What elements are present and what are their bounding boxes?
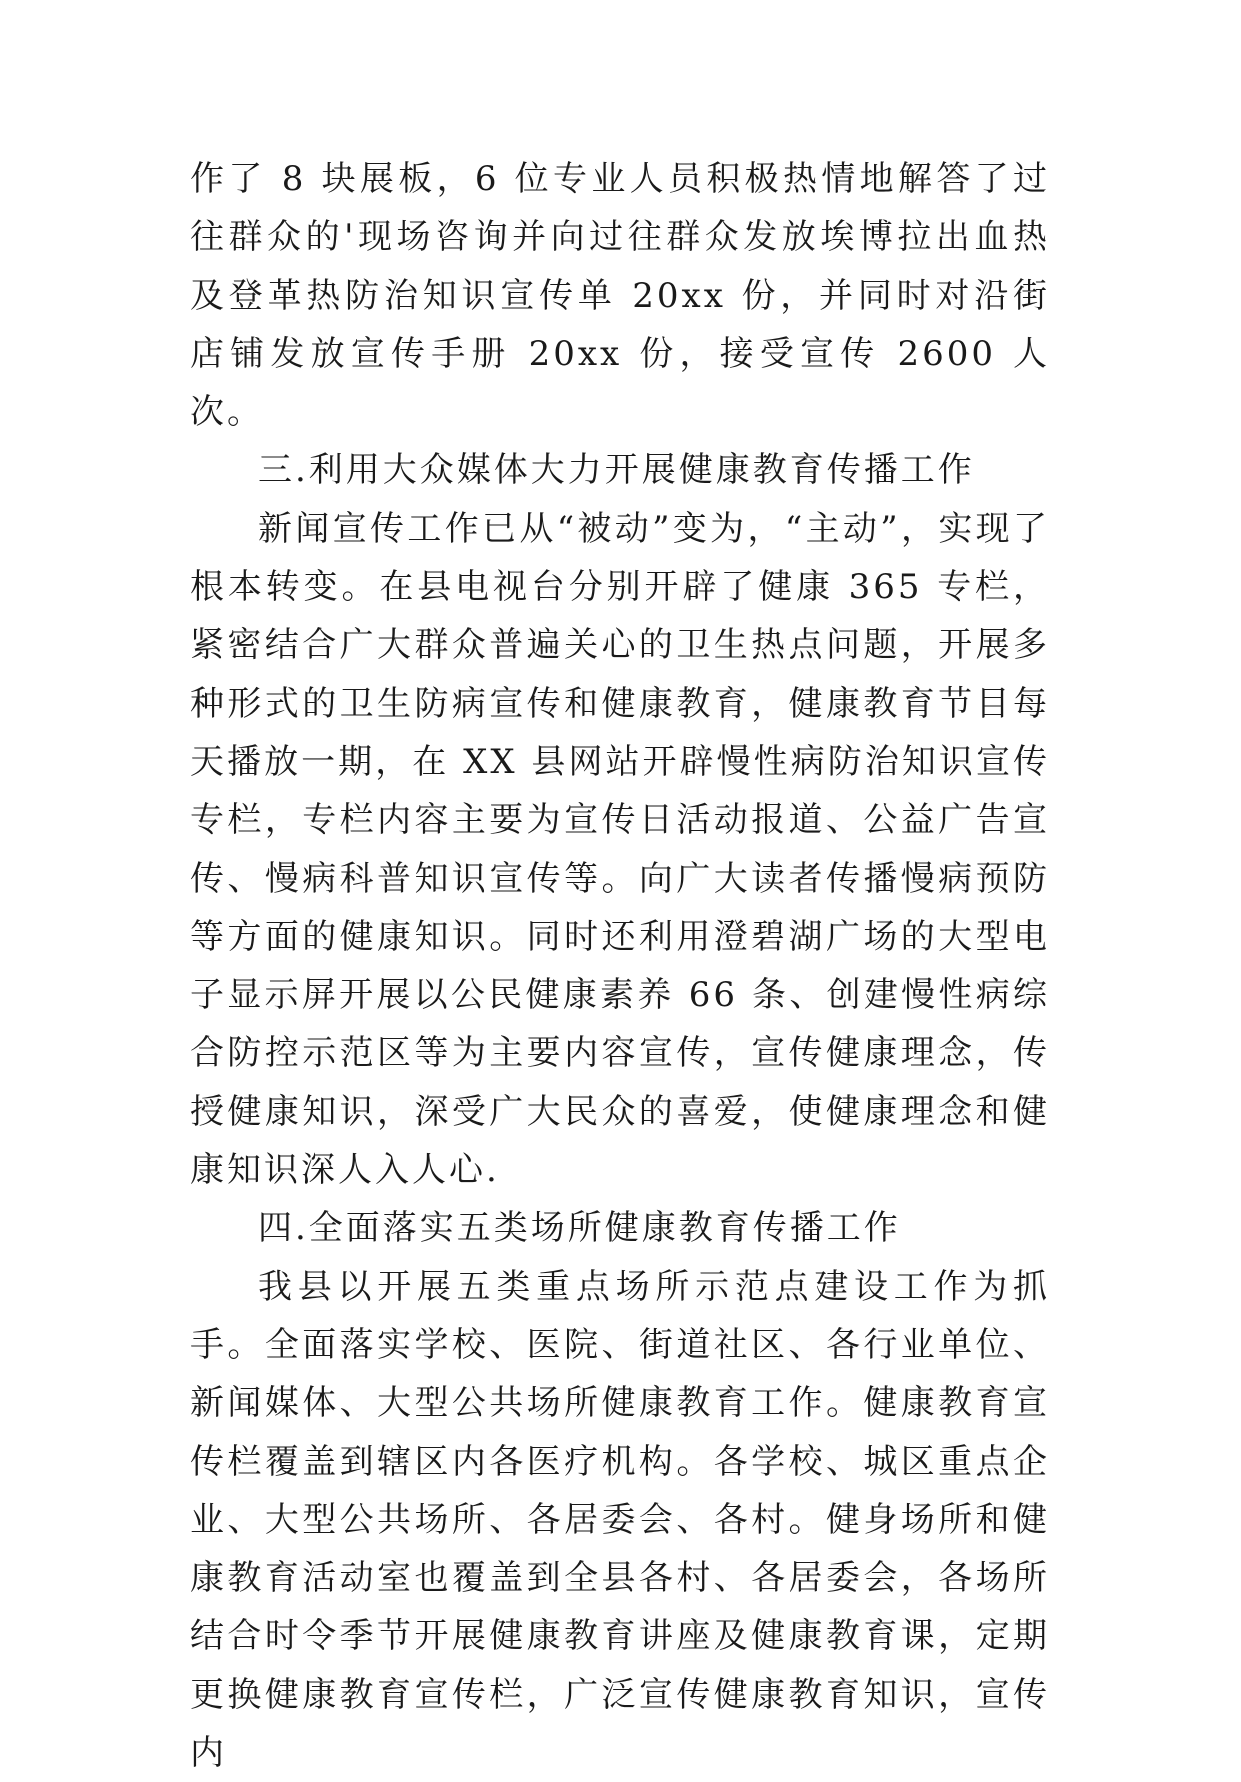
paragraph-media: 新闻宣传工作已从“被动”变为，“主动”，实现了根本转变。在县电视台分别开辟了健康 365 专栏，紧密结合广大群众普遍关心的卫生热点问题，开展多种形式的卫生防病宣传和健康教育，健康教育节目每天播放一期，在 XX 县网站开辟慢性病防治知识宣传专栏，专栏内容主要为宣传日活动报道、公益广告宣传、慢病科普知识宣传等。向广大读者传播慢病预防等方面的健康知识。同时还利用澄碧湖广场的大型电子显示屏开展以公民健康素养 66 条、创建慢性病综合防控示范区等为主要内容宣传，宣传健康理念，传授健康知识，深受广大民众的喜爱，使健康理念和健康知识深人入人心. (190, 508, 1050, 1191)
paragraph-continued: 作了 8 块展板，6 位专业人员积极热情地解答了过往群众的'现场咨询并向过往群众发放埃博拉出血热及登革热防治知识宣传单 20xx 份，并同时对沿街店铺发放宣传手册 20xx 份，接受宣传 2600 人次。 (190, 159, 1050, 433)
section-heading-4: 四.全面落实五类场所健康教育传播工作 (258, 1208, 901, 1249)
paragraph-venues: 我县以开展五类重点场所示范点建设工作为抓手。全面落实学校、医院、街道社区、各行业单位、新闻媒体、大型公共场所健康教育工作。健康教育宣传栏覆盖到辖区内各医疗机构。各学校、城区重点企业、大型公共场所、各居委会、各村。健身场所和健康教育活动室也覆盖到全县各村、各居委会，各场所结合时令季节开展健康教育讲座及健康教育课，定期更换健康教育宣传栏，广泛宣传健康教育知识，宣传内 (190, 1266, 1050, 1774)
body-text (190, 150, 1050, 1782)
section-heading-3: 三.利用大众媒体大力开展健康教育传播工作 (258, 450, 975, 491)
